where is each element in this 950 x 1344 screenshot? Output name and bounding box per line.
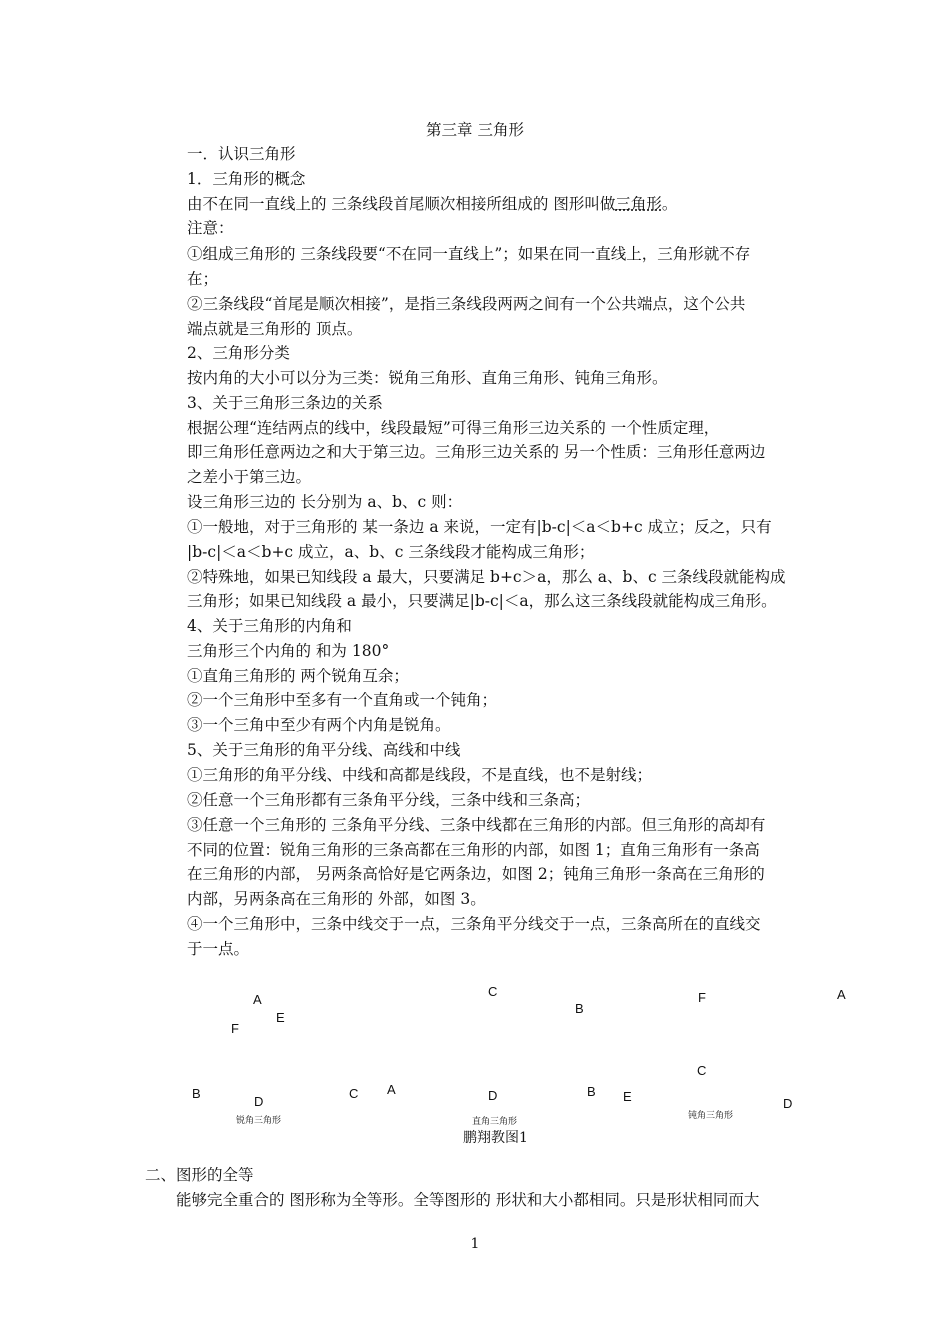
text-line: ④一个三角形中，三条中线交于一点，三条角平分线交于一点，三条高所在的直线交 (187, 915, 761, 933)
text-line: 即三角形任意两边之和大于第三边。三角形三边关系的 另一个性质：三角形任意两边 (187, 443, 766, 461)
vertex-label: F (231, 1021, 239, 1036)
text-line: 不同的位置：锐角三角形的三条高都在三角形的内部，如图 1；直角三角形有一条高 (187, 841, 760, 859)
vertex-label: A (387, 1082, 396, 1097)
figure-caption-right: 直角三角形 (472, 1117, 518, 1127)
vertex-label: D (783, 1096, 793, 1111)
text-line: 4、关于三角形的内角和 (187, 617, 352, 635)
text-line: |b-c|＜a＜b+c 成立，a、b、c 三条线段才能构成三角形； (187, 543, 595, 561)
vertex-label: A (253, 992, 262, 1007)
vertex-label: B (575, 1001, 584, 1016)
text-line: ②一个三角形中至多有一个直角或一个钝角； (187, 691, 498, 709)
text-line: ①三角形的角平分线、中线和高都是线段，不是直线，也不是射线； (187, 766, 653, 784)
section-text: 能够完全重合的 图形称为全等形。全等图形的 形状和大小都相同。只是形状相同而大 (176, 1191, 760, 1209)
figure-caption-acute: 锐角三角形 (236, 1116, 282, 1126)
text-line: 在； (187, 270, 219, 288)
vertex-label: F (698, 990, 706, 1005)
text-line: 5、关于三角形的角平分线、高线和中线 (187, 741, 461, 759)
text-line: ②三条线段“首尾是顺次相接”，是指三条线段两两之间有一个公共端点，这个公共 (187, 295, 746, 313)
text-line: 注意： (187, 219, 234, 237)
text-line: ②任意一个三角形都有三条角平分线，三条中线和三条高； (187, 791, 591, 809)
text-line: 3、关于三角形三条边的关系 (187, 394, 383, 412)
text-line: ②特殊地，如果已知线段 a 最大，只要满足 b+c＞a，那么 a、b、c 三条线段就能构成 (187, 568, 786, 586)
vertex-label: D (488, 1088, 498, 1103)
definition-text: 由不在同一直线上的 三条线段首尾顺次相接所组成的 图形叫做 (187, 195, 616, 213)
vertex-label: E (276, 1010, 285, 1025)
text-line: 内部，另两条高在三角形的 外部，如图 3。 (187, 890, 486, 908)
text-line: ③任意一个三角形的 三条角平分线、三条中线都在三角形的内部。但三角形的高却有 (187, 816, 766, 834)
text-line (187, 192, 677, 216)
vertex-label: D (254, 1094, 264, 1109)
text-line: 一．认识三角形 (187, 145, 296, 163)
term-end: 。 (661, 195, 678, 213)
text-line: 2、三角形分类 (187, 344, 290, 362)
text-line: 于一点。 (187, 940, 250, 958)
text-line: 之差小于第三边。 (187, 468, 312, 486)
text-line: 根据公理“连结两点的线中，线段最短”可得三角形三边关系的 一个性质定理， (187, 419, 720, 437)
term-triangle: 三角形 (615, 195, 662, 213)
vertex-label: B (192, 1086, 201, 1101)
figure-main-caption: 鹏翔教图1 (463, 1130, 528, 1146)
text-line: 三角形；如果已知线段 a 最小，只要满足|b-c|＜a，那么这三条线段就能构成三角形。 (187, 592, 777, 610)
text-line: ③一个三角中至少有两个内角是锐角。 (187, 716, 451, 734)
chapter-title: 第三章 三角形 (426, 121, 524, 139)
vertex-label: A (837, 987, 846, 1002)
vertex-label: E (623, 1089, 632, 1104)
text-line: ①组成三角形的 三条线段要“不在同一直线上”；如果在同一直线上，三角形就不存 (187, 245, 751, 263)
text-line: ①一般地，对于三角形的 某一条边 a 来说，一定有|b-c|＜a＜b+c 成立；反之，只有 (187, 518, 772, 536)
text-line: 1．三角形的概念 (187, 170, 306, 188)
vertex-label: B (587, 1084, 596, 1099)
text-line: ①直角三角形的 两个锐角互余； (187, 667, 409, 685)
figure-caption-obtuse: 钝角三角形 (688, 1111, 734, 1121)
vertex-label: C (349, 1086, 359, 1101)
vertex-label: C (697, 1063, 707, 1078)
text-line: 端点就是三角形的 顶点。 (187, 320, 363, 338)
text-line: 三角形三个内角的 和为 180° (187, 642, 390, 660)
section-heading: 二、图形的全等 (145, 1166, 254, 1184)
page-number: 1 (470, 1236, 480, 1252)
text-line: 在三角形的内部， 另两条高恰好是它两条边，如图 2；钝角三角形一条高在三角形的 (187, 865, 765, 883)
text-line: 按内角的大小可以分为三类：锐角三角形、直角三角形、钝角三角形。 (187, 369, 668, 387)
text-line: 设三角形三边的 长分别为 a、b、c 则： (187, 493, 463, 511)
vertex-label: C (488, 984, 498, 999)
